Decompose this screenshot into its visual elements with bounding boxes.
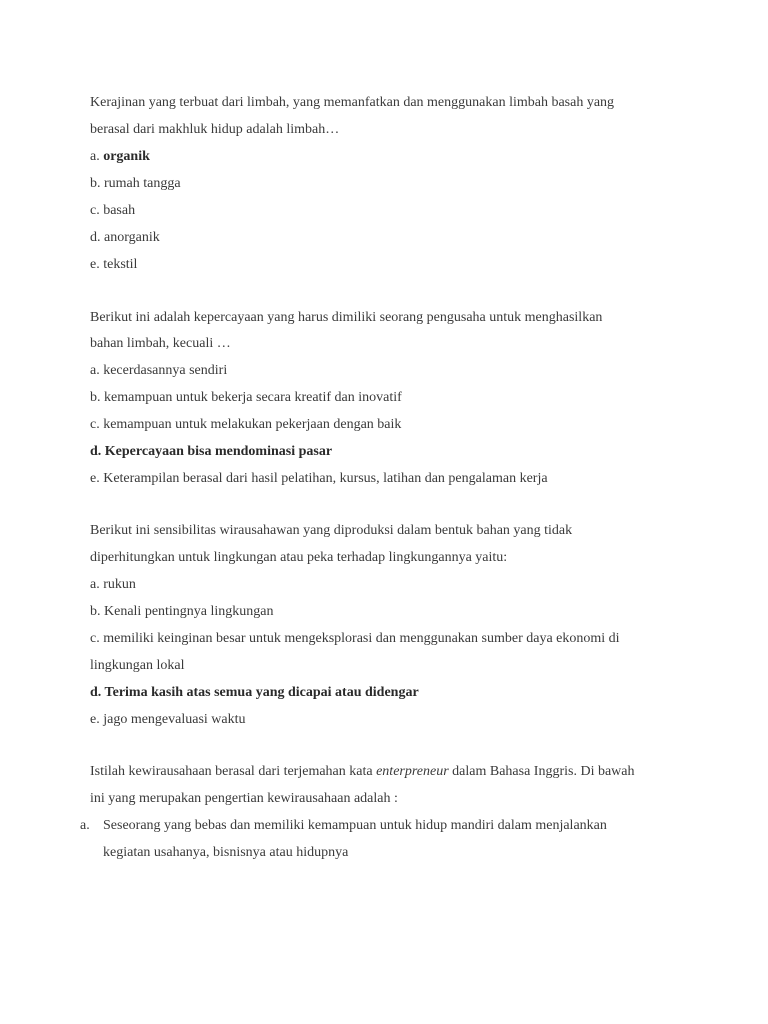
q1-stem-line-1: Kerajinan yang terbuat dari limbah, yang memanfatkan dan menggunakan limbah basah yang	[90, 95, 615, 110]
q2-stem-line-1: Berikut ini adalah kepercayaan yang harus dimiliki seorang pengusaha untuk menghasilkan	[90, 310, 603, 325]
q2-stem-line-2: bahan limbah, kecuali …	[90, 336, 231, 351]
q3-option-e: e. jago mengevaluasi waktu	[90, 712, 246, 727]
q3-stem-line-1: Berikut ini sensibilitas wirausahawan yang diproduksi dalam bentuk bahan yang tidak	[90, 523, 573, 538]
q4-option-a-line-2: kegiatan usahanya, bisnisnya atau hidupnya	[103, 845, 349, 860]
q1-stem-line-2: berasal dari makhluk hidup adalah limbah…	[90, 122, 340, 137]
q1-option-e: e. tekstil	[90, 257, 138, 272]
q4-stem-line-2: ini yang merupakan pengertian kewirausahaan adalah :	[90, 791, 398, 806]
q3-option-b: b. Kenali pentingnya lingkungan	[90, 604, 274, 619]
q1-option-b: b. rumah tangga	[90, 176, 181, 191]
q2-option-a: a. kecerdasannya sendiri	[90, 363, 228, 378]
q3-option-d: d. Terima kasih atas semua yang dicapai atau didengar	[90, 685, 419, 700]
q3-option-a: a. rukun	[90, 577, 136, 592]
q3-option-c-continued: lingkungan lokal	[90, 658, 185, 673]
q4-option-a-line-1: Seseorang yang bebas dan memiliki kemampuan untuk hidup mandiri dalam menjalankan	[103, 818, 607, 833]
q2-option-e: e. Keterampilan berasal dari hasil pelatihan, kursus, latihan dan pengalaman kerja	[90, 471, 548, 486]
q4-option-a-letter: a.	[80, 818, 90, 833]
q2-option-c: c. kemampuan untuk melakukan pekerjaan dengan baik	[90, 417, 402, 432]
q1-option-d: d. anorganik	[90, 230, 160, 245]
q2-option-d: d. Kepercayaan bisa mendominasi pasar	[90, 444, 333, 459]
q1-option-c: c. basah	[90, 203, 136, 218]
q4-stem-line-1: Istilah kewirausahaan berasal dari terjemahan kata enterpreneur dalam Bahasa Inggris. Di bawah	[90, 764, 635, 779]
q3-stem-line-2: diperhitungkan untuk lingkungan atau peka terhadap lingkungannya yaitu:	[90, 550, 508, 565]
q3-option-c: c. memiliki keinginan besar untuk mengeksplorasi dan menggunakan sumber daya ekonomi di	[90, 631, 620, 646]
q2-option-b: b. kemampuan untuk bekerja secara kreatif dan inovatif	[90, 390, 402, 405]
q1-option-a: a. organik	[90, 149, 150, 164]
